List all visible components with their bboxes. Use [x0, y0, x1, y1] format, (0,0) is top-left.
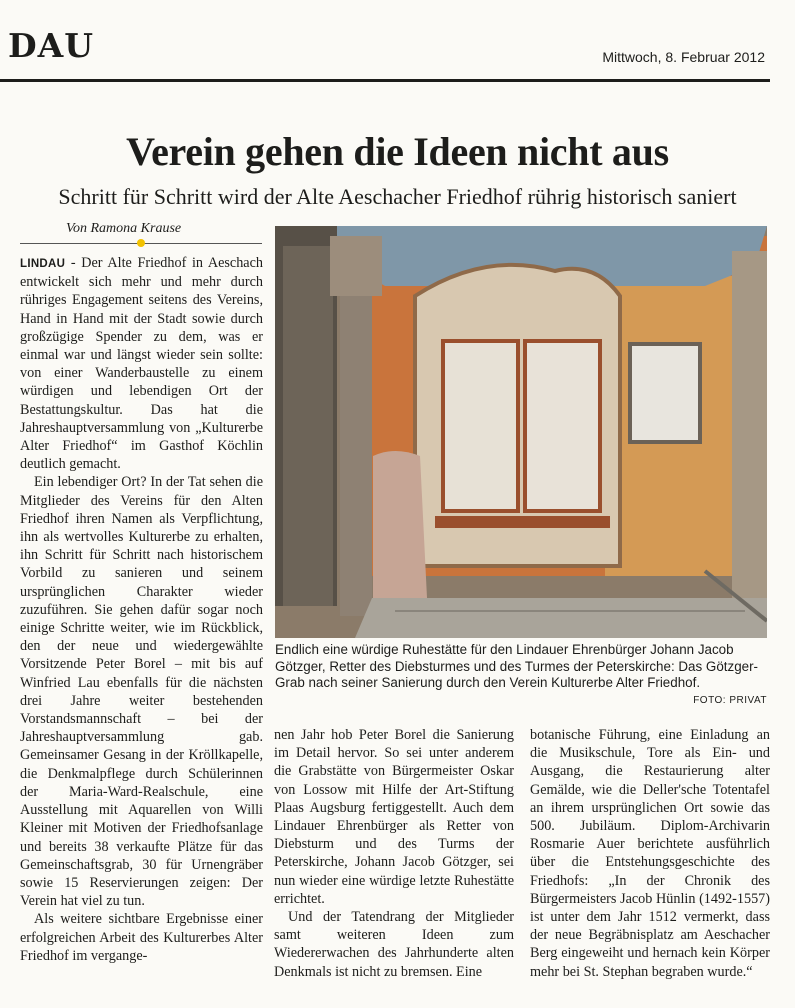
cemetery-grave-photo — [275, 226, 767, 638]
masthead-rule — [0, 79, 770, 82]
text-column-1 — [20, 254, 263, 965]
paragraph: botanische Führung, eine Einladung an die Musikschule, Tore als Ein- und Ausgang, die Restaurierung alter Gemälde, wie die Deller'sche Totentafel an ihrem ursprünglichen Ort sowie das 500. Jubiläum. Diplom-Archivarin Rosmarie Auer berichtete ausführlich über die Entstehungsgeschichte des Friedhofs: „In der Chronik des Bürgermeisters Jacob Hünlin (1492-1557) ist unter dem Jahr 1512 vermerkt, dass der neue Begräbnisplatz am Aeschacher Berg eingeweiht und hernach kein Körper mehr bei St. Stephan begraben wurde.“ — [530, 727, 770, 980]
old-gravestone — [373, 451, 427, 598]
yellow-dot-icon — [137, 239, 145, 247]
stone-column-left — [340, 266, 372, 616]
paragraph: Als weitere sichtbare Ergebnisse einer erfolgreichen Arbeit des Kulturerbes Alter Friedhof im vergange- — [20, 911, 263, 964]
text-column-2 — [274, 726, 514, 981]
pavement — [355, 598, 767, 638]
byline: Von Ramona Krause — [66, 221, 182, 236]
byline-divider — [20, 243, 262, 244]
inscription-plate-right — [525, 341, 600, 511]
headline: Verein gehen die Ideen nicht aus — [126, 129, 669, 174]
paragraph: Ein lebendiger Ort? In der Tat sehen die Mitglieder des Vereins für den Alten Friedhof ihren Namen als Verpflichtung, ihn als wertvolles Kulturerbe zu erhalten, ihn Schritt für Schritt nach historischem Vorbild zu sanieren und seinem ursprünglichen Charakter wieder zuzuführen. Sie gehen dafür sogar noch einige Schritte weiter, wie im Rückblick, den der neue und wiedergewählte Vorsitzende Peter Borel – mit bis auf Winfried Lau ebenfalls für die nächsten drei Jahre weiter bestehenden Vorstandsmannschaft – bei der Jahreshauptversammlung gab. Gemeinsamer Gesang in der Kröllkapelle, die Denkmalpflege durch Schülerinnen der Maria-Ward-Realschule, eine Ausstellung mit Aquarellen von Willi Kleiner mit Motiven der Friedhofsanlage und bereits 38 verkaufte Plätze für das Gemeinschaftsgrab, 30 für Urnengräber sowie 15 Reservierungen zeigen: Der Verein hat viel zu tun. — [20, 474, 263, 910]
dateline: LINDAU — [20, 258, 66, 270]
subheadline: Schritt für Schritt wird der Alte Aeschacher Friedhof rührig historisch saniert — [58, 184, 737, 209]
paragraph-text: - Der Alte Friedhof in Aeschach entwickelt sich mehr und mehr durch rühriges Engagement seitens des Vereins, Hand in Hand mit der Stadt sowie durch großzügige Spender zu dem, was er einmal war und längst wieder sein sollte: von einer Wanderbaustelle zu einem würdigen und lebendigen Ort der Bestattungskultur. Das hat die Jahreshauptversammlung von „Kulturerbe Alter Friedhof“ im Gasthof Köchlin deutlich gemacht. — [20, 255, 263, 473]
photo-caption: Endlich eine würdige Ruhestätte für den Lindauer Ehrenbürger Johann Jacob Götzger, Retter des Diebsturmes und des Turmes der Peterskirche: Das Götzger-Grab nach seiner Sanierung durch den Verein Kulturerbe Alter Friedhof. — [275, 642, 759, 690]
section-title: DAU — [8, 26, 94, 65]
article-photo — [275, 226, 767, 638]
masthead — [0, 0, 795, 80]
stone-column-right — [732, 251, 767, 611]
small-wall-plaque — [630, 344, 700, 442]
paragraph — [20, 254, 263, 473]
paragraph: nen Jahr hob Peter Borel die Sanierung im Detail hervor. So sei unter anderem die Grabstätte von Bürgermeister Oskar von Lossow mit Hilfe der Art-Stiftung Plaas Augsburg fertiggestellt. Auch dem Lindauer Ehrenbürger als Retter von Diebsturm und des Turms der Peterskirche, Johann Jacob Götzger, sei nun wieder eine würdige letzte Ruhestätte errichtet. — [274, 727, 514, 907]
text-column-3 — [530, 726, 770, 981]
inscription-plate-left — [443, 341, 518, 511]
issue-date: Mittwoch, 8. Februar 2012 — [602, 49, 765, 65]
paragraph: Und der Tatendrang der Mitglieder samt weiteren Ideen zum Wiedererwachen des Jahrhunderte alten Denkmals ist nicht zu bremsen. Eine — [274, 909, 514, 980]
photo-credit: FOTO: PRIVAT — [693, 695, 767, 706]
